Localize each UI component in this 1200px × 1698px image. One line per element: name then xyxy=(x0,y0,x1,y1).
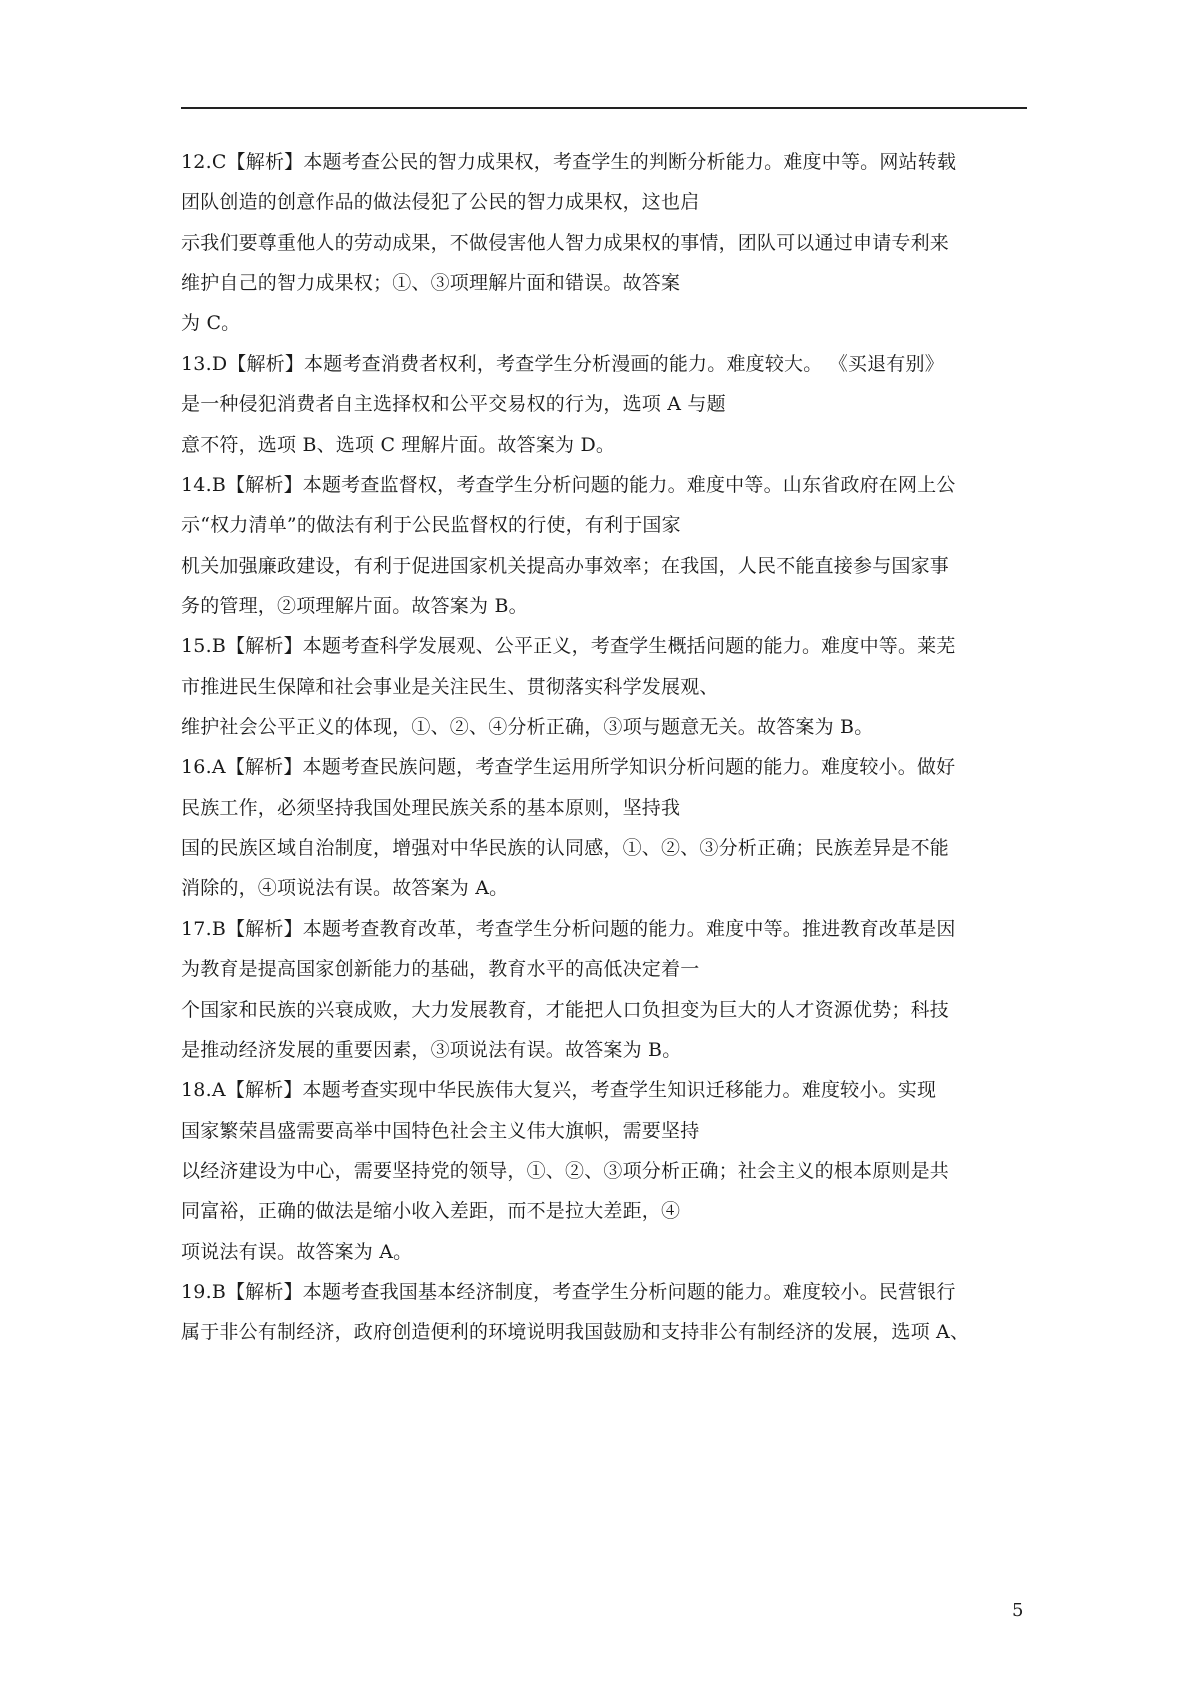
text-line: 属于非公有制经济，政府创造便利的环境说明我国鼓励和支持非公有制经济的发展，选项 A、 xyxy=(181,1321,970,1344)
text-line: 项说法有误。故答案为 A。 xyxy=(181,1240,413,1263)
page-number: 5 xyxy=(1012,1600,1024,1621)
text-line: 15.B【解析】本题考查科学发展观、公平正义，考查学生概括问题的能力。难度中等。莱芜 xyxy=(181,635,956,658)
text-line: 国家繁荣昌盛需要高举中国特色社会主义伟大旗帜，需要坚持 xyxy=(181,1119,700,1142)
text-line: 以经济建设为中心，需要坚持党的领导，①、②、③项分析正确；社会主义的根本原则是共 xyxy=(181,1159,950,1182)
text-line: 是一种侵犯消费者自主选择权和公平交易权的行为，选项 A 与题 xyxy=(181,393,726,416)
text-line: 个国家和民族的兴衰成败，大力发展教育，才能把人口负担变为巨大的人才资源优势；科技 xyxy=(181,998,950,1021)
text-line: 同富裕，正确的做法是缩小收入差距，而不是拉大差距，④ xyxy=(181,1200,681,1223)
text-line: 为教育是提高国家创新能力的基础，教育水平的高低决定着一 xyxy=(181,958,700,981)
text-line: 示我们要尊重他人的劳动成果，不做侵害他人智力成果权的事情，团队可以通过申请专利来 xyxy=(181,231,950,254)
text-line: 团队创造的创意作品的做法侵犯了公民的智力成果权，这也启 xyxy=(181,191,700,214)
text-line: 19.B【解析】本题考查我国基本经济制度，考查学生分析问题的能力。难度较小。民营银行 xyxy=(181,1281,956,1304)
text-line: 维护自己的智力成果权；①、③项理解片面和错误。故答案 xyxy=(181,272,681,295)
text-line: 市推进民生保障和社会事业是关注民生、贯彻落实科学发展观、 xyxy=(181,675,719,698)
text-line: 消除的，④项说法有误。故答案为 A。 xyxy=(181,877,509,900)
text-line: 为 C。 xyxy=(181,312,241,335)
answer-explanations xyxy=(181,150,1041,1361)
text-line: 民族工作，必须坚持我国处理民族关系的基本原则，坚持我 xyxy=(181,796,681,819)
text-line: 14.B【解析】本题考查监督权，考查学生分析问题的能力。难度中等。山东省政府在网上公 xyxy=(181,473,956,496)
text-line: 务的管理，②项理解片面。故答案为 B。 xyxy=(181,594,528,617)
text-line: 16.A【解析】本题考查民族问题，考查学生运用所学知识分析问题的能力。难度较小。做好 xyxy=(181,756,956,779)
text-line: 国的民族区域自治制度，增强对中华民族的认同感，①、②、③分析正确；民族差异是不能 xyxy=(181,837,950,860)
text-line: 12.C【解析】本题考查公民的智力成果权，考查学生的判断分析能力。难度中等。网站转载 xyxy=(181,151,957,173)
header-rule xyxy=(181,107,1027,109)
text-line: 意不符，选项 B、选项 C 理解片面。故答案为 D。 xyxy=(181,433,616,456)
text-line: 18.A【解析】本题考查实现中华民族伟大复兴，考查学生知识迁移能力。难度较小。实现 xyxy=(181,1079,937,1102)
text-line: 机关加强廉政建设，有利于促进国家机关提高办事效率；在我国，人民不能直接参与国家事 xyxy=(181,554,950,577)
text-line: 13.D【解析】本题考查消费者权利，考查学生分析漫画的能力。难度较大。 《买退有别》 xyxy=(181,352,944,375)
text-line: 是推动经济发展的重要因素，③项说法有误。故答案为 B。 xyxy=(181,1038,682,1061)
text-line: 维护社会公平正义的体现，①、②、④分析正确，③项与题意无关。故答案为 B。 xyxy=(181,716,874,739)
text-line: 17.B【解析】本题考查教育改革，考查学生分析问题的能力。难度中等。推进教育改革是因 xyxy=(181,917,956,940)
text-line: 示“权力清单”的做法有利于公民监督权的行使，有利于国家 xyxy=(181,514,681,537)
